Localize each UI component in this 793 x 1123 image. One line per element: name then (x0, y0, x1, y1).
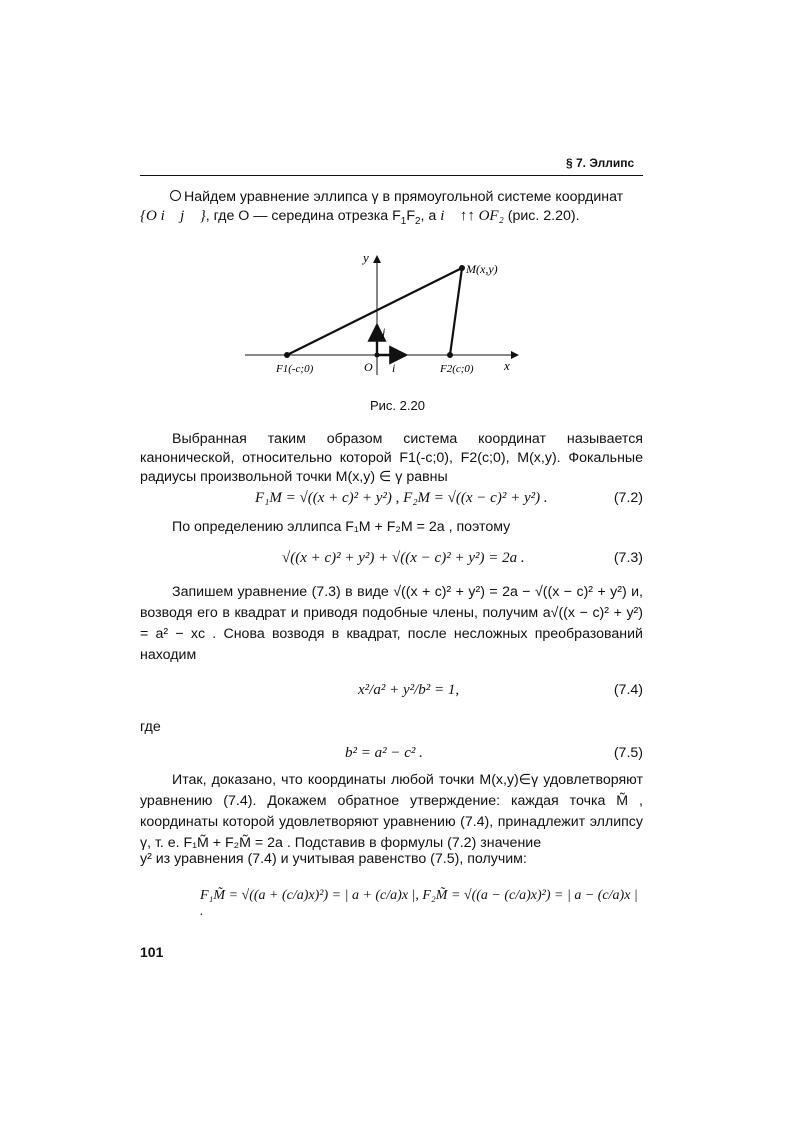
where-label: где (140, 719, 161, 735)
paragraph-canonical: Выбранная таким образом система координат называется канонической, относительно которой F1(-c;0), F2(c;0), M(x,y). Фокальные радиусы произвольной точки M(x,y) ∈ γ равны (140, 431, 643, 485)
paragraph-definition: По определению эллипса F₁M + F₂M = 2a , поэтому (172, 519, 511, 535)
coordinate-figure (240, 250, 530, 380)
focal-radius-f2 (450, 268, 462, 355)
point-m (459, 265, 465, 271)
label-f2: F2(c;0) (440, 363, 474, 375)
paragraph-squaring: Запишем уравнение (7.3) в виде √((x + c)² + y²) = 2a − √((x − c)² + y²) и, возводя его в квадрат и приводя подобные члены, получим a√((x − c)² + y²) = a² − xc . Снова возводя в квадрат, после несложных преобразований находим (140, 584, 643, 663)
intro-paragraph: Найдем уравнение эллипса γ в прямоугольной системе координат {O i⃗ j⃗ }, где O — середина отрезка $F_1F_2$, а i⃗ ↑↑ OF₂ (рис. 2.20). (140, 189, 624, 227)
paragraph-converse: Итак, доказано, что координаты любой точки M(x,y)∈γ удовлетворяют уравнению (7.4). Докажем обратное утверждение: каждая точка M̃ , координаты которой удовлетворяют уравнению (7.4), принадлежит эллипсу γ, т. е. F₁M̃ + F₂M̃ = 2a . Подставив в формулы (7.2) значение (140, 772, 643, 851)
label-f1: F1(-c;0) (276, 363, 314, 375)
point-f1 (284, 352, 290, 358)
label-i: i (392, 361, 396, 375)
point-f2 (447, 352, 453, 358)
running-header: § 7. Эллипс (566, 156, 635, 170)
label-y: y (363, 250, 369, 265)
page-number: 101 (140, 944, 164, 960)
figure-caption: Рис. 2.20 (370, 398, 425, 413)
label-j: j (382, 325, 386, 339)
focal-radius-f1 (287, 268, 462, 355)
label-o: O (364, 360, 373, 374)
paragraph-substitution: y² из уравнения (7.4) и учитывая равенство (7.5), получим: (140, 851, 527, 867)
header-rule (140, 175, 643, 176)
proof-start-icon (170, 190, 181, 201)
label-m: M(x,y) (466, 262, 498, 276)
label-x: x (504, 358, 510, 373)
